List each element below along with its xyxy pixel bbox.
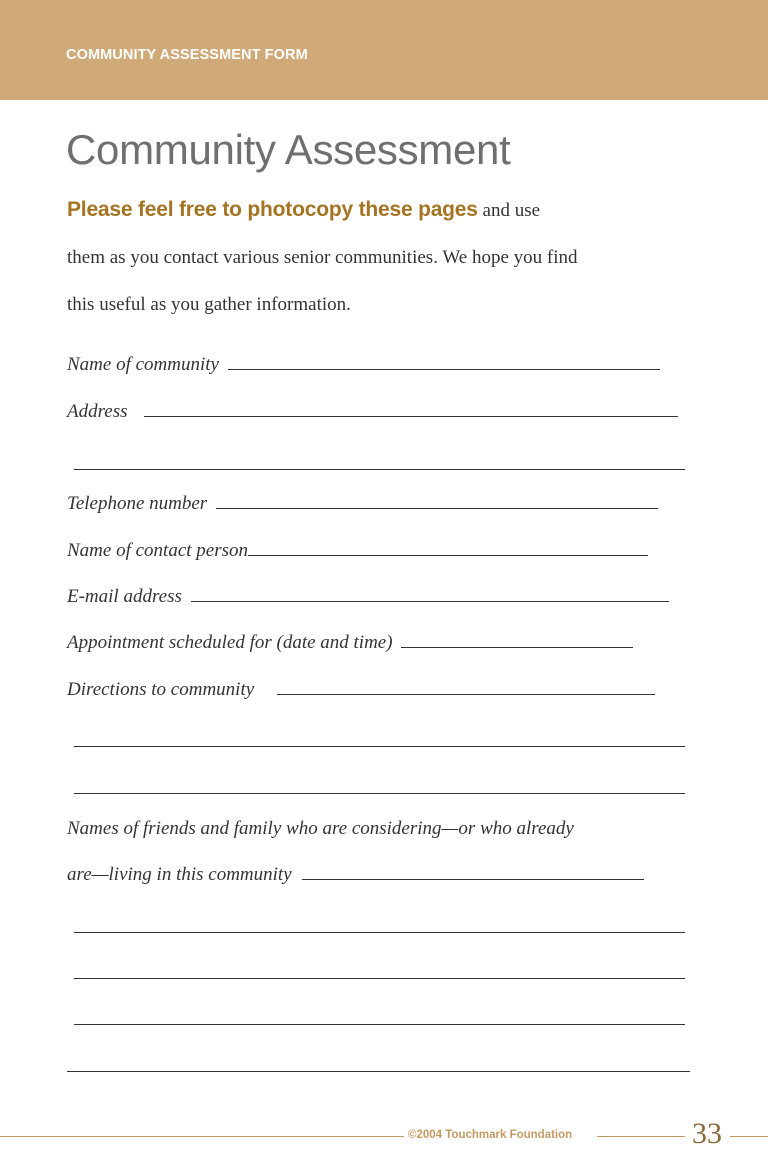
- directions-blank[interactable]: [277, 694, 655, 695]
- contact-person-blank[interactable]: [248, 555, 648, 556]
- address-blank[interactable]: [144, 416, 678, 417]
- telephone-label: Telephone number: [67, 493, 208, 514]
- community-name-blank[interactable]: [228, 369, 660, 370]
- appointment-blank[interactable]: [401, 647, 633, 648]
- page-title: Community Assessment: [66, 126, 511, 173]
- intro-lead: Please feel free to photocopy these pages: [67, 198, 478, 221]
- friends-family-blank[interactable]: [302, 879, 644, 880]
- email-field: [67, 586, 669, 608]
- friends-family-blank-line-4[interactable]: [74, 1024, 685, 1025]
- friends-family-label-line-2: are—living in this community: [67, 864, 292, 885]
- telephone-field: [67, 493, 658, 515]
- community-name-field: [67, 354, 660, 376]
- email-label: E-mail address: [67, 586, 182, 607]
- address-label: Address: [67, 401, 128, 422]
- footer-rule-middle: [597, 1136, 685, 1137]
- directions-blank-line-3[interactable]: [74, 793, 685, 794]
- community-name-label: Name of community: [67, 354, 219, 375]
- telephone-blank[interactable]: [216, 508, 658, 509]
- footer-rule-left: [0, 1136, 404, 1137]
- intro-line-1-rest: and use: [477, 200, 541, 221]
- header-label: COMMUNITY ASSESSMENT FORM: [66, 47, 308, 63]
- directions-blank-line-2[interactable]: [74, 746, 685, 747]
- friends-family-blank-line-3[interactable]: [74, 978, 685, 979]
- page-number: 33: [692, 1117, 722, 1150]
- intro-paragraph-line-2: them as you contact various senior communities. We hope you find: [67, 247, 578, 268]
- appointment-field: [67, 632, 633, 654]
- friends-family-blank-line-5[interactable]: [67, 1071, 690, 1072]
- contact-person-field: [67, 540, 648, 562]
- email-blank[interactable]: [191, 601, 669, 602]
- address-field: [67, 401, 678, 423]
- header-bar: [0, 0, 768, 100]
- intro-paragraph-line-1: [67, 198, 540, 222]
- directions-label: Directions to community: [67, 679, 255, 700]
- address-blank-line-2[interactable]: [74, 469, 685, 470]
- footer-copyright: ©2004 Touchmark Foundation: [408, 1129, 573, 1141]
- contact-person-label: Name of contact person: [67, 540, 249, 561]
- directions-field: [67, 679, 655, 701]
- appointment-label: Appointment scheduled for (date and time): [67, 632, 393, 653]
- intro-paragraph-line-3: this useful as you gather information.: [67, 294, 351, 315]
- friends-family-label-line-1: Names of friends and family who are considering—or who already: [67, 818, 574, 839]
- footer-rule-right: [730, 1136, 768, 1137]
- friends-family-blank-line-2[interactable]: [74, 932, 685, 933]
- friends-family-field: [67, 864, 644, 886]
